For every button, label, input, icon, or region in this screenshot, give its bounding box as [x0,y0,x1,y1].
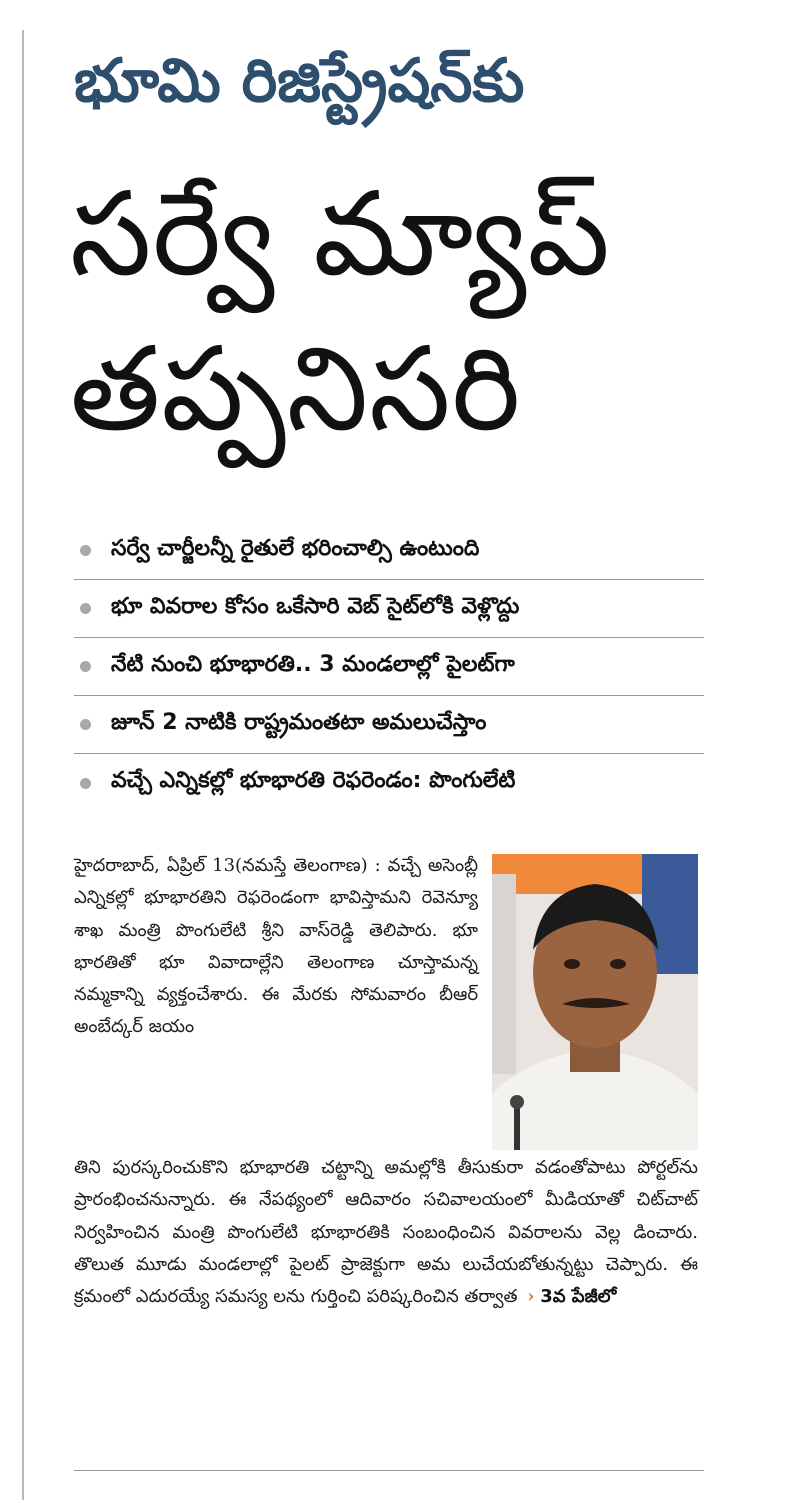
highlight-text: జూన్‌ 2 నాటికి రాష్ట్రమంతటా అమలుచేస్తాం [111,709,487,735]
article-body-intro: హైదరాబాద్‌, ఏప్రిల్‌ 13(నమస్తే తెలంగాణ) : వచ్చే అసెంబ్లీ ఎన్నికల్లో భూభారతిని రెఫరెండంగా భావిస్తామని రెవెన్యూ శాఖ మంత్రి పొంగులేటి శ్రీని వాస్‌రెడ్డి తెలిపారు. భూ భారతితో భూ వివాదాల్లేని తెలంగాణ చూస్తామన్న నమ్మకాన్ని వ్యక్తంచేశారు. ఈ మేరకు సోమవారం బీఆర్‌ అంబేద్కర్‌ జయం [74,855,478,1038]
bullet-icon [80,778,91,789]
article-kicker: భూమి రిజిస్ట్రేషన్‌కు [74,46,525,116]
highlight-text: భూ వివరాల కోసం ఒకేసారి వెబ్‌ సైట్‌లోకి వెళ్లొద్దు [111,593,520,619]
bullet-icon [80,661,91,672]
highlights-list [74,522,704,812]
bullet-icon [80,545,91,556]
minister-portrait-photo [492,854,698,1150]
article-body-text: తిని పురస్కరించుకొని భూభారతి చట్టాన్ని అమల్లోకి తీసుకురా వడంతోపాటు పోర్టల్‌ను ప్రారంభించనున్నారు. ఈ నేపథ్యంలో ఆదివారం సచివాలయంలో మీడియాతో చిట్‌చాట్‌ నిర్వహించిన మంత్రి పొంగులేటి భూభారతికి సంబంధించిన వివరాలను వెల్ల డించారు. తొలుత మూడు మండలాల్లో పైలట్‌ ప్రాజెక్టుగా అమ లుచేయబోతున్నట్టు చెప్పారు. ఈ క్రమంలో ఎదురయ్యే సమస్య లను గుర్తించి పరిష్కరించిన తర్వాత [74,1157,698,1308]
bullet-icon [80,603,91,614]
highlight-item [74,638,704,696]
article-body-continued [74,1152,698,1313]
highlight-item [74,580,704,638]
column-rule [22,30,24,1500]
highlight-item [74,754,704,812]
highlight-text: సర్వే చార్జీలన్నీ రైతులే భరించాల్సి ఉంటుంది [111,535,480,561]
article-headline-line-1: సర్వే మ్యాప్ [70,167,611,302]
bullet-icon [80,719,91,730]
bottom-divider [74,1470,704,1471]
continued-on-page-link[interactable]: 3వ పేజీలో [540,1286,617,1308]
highlight-text: వచ్చే ఎన్నికల్లో భూభారతి రెఫరెండం: పొంగులేటి [111,768,516,793]
highlight-text: నేటి నుంచి భూభారతి.. 3 మండలాల్లో పైలట్‌గా [111,651,515,677]
chevron-right-icon: › [527,1286,535,1308]
highlight-item [74,696,704,754]
article-headline-line-2: తప్పనిసరి [70,322,522,457]
highlight-item [74,522,704,580]
